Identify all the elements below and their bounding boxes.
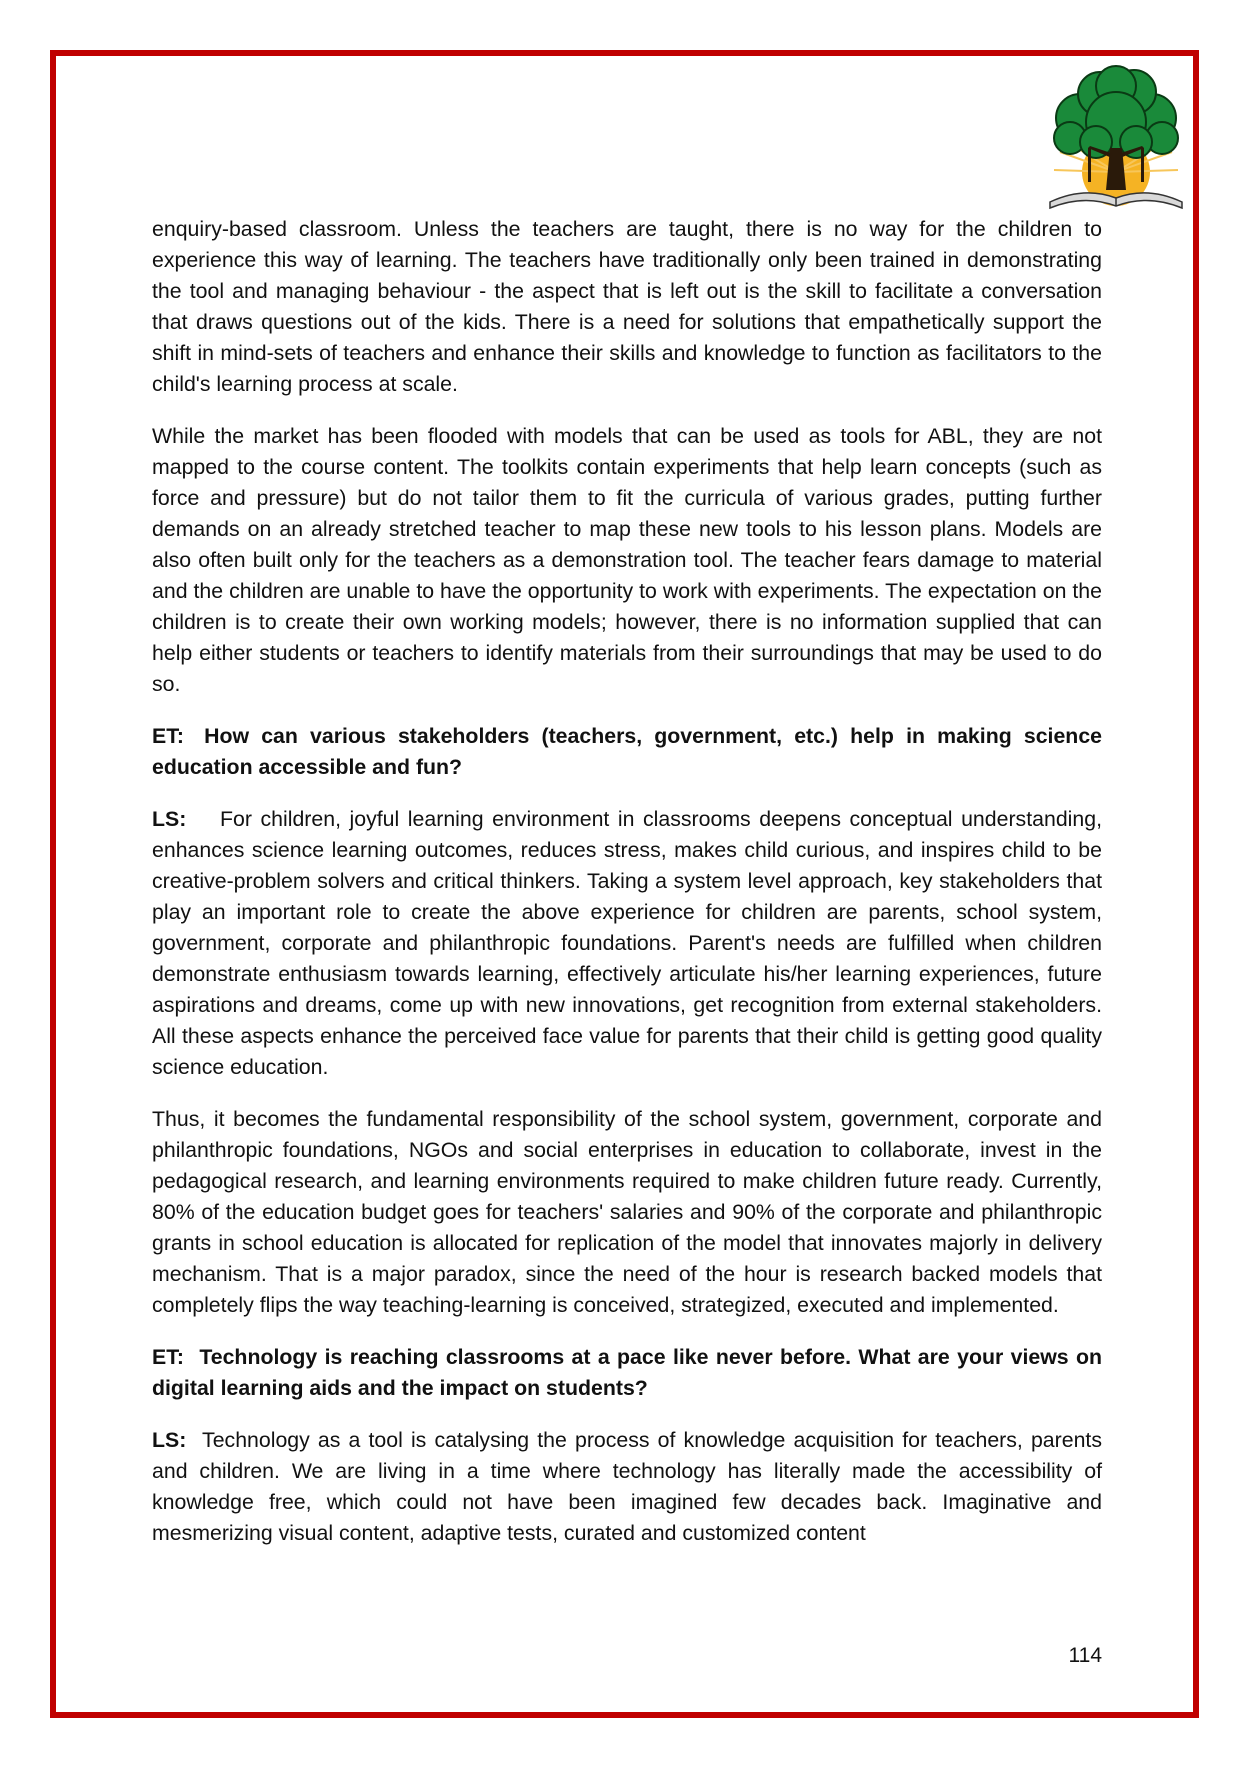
speaker-label: ET:: [152, 1345, 184, 1369]
interview-answer: [152, 1425, 1102, 1549]
page-number: 114: [1068, 1644, 1102, 1667]
paragraph: While the market has been flooded with models that can be used as tools for ABL, they are not mapped to the course content. The toolkits contain experiments that help learn concepts (such as force and pressure) but do not tailor them to fit the curricula of various grades, putting further demands on an already stretched teacher to map these new tools to his lesson plans. Models are also often built only for the teachers as a demonstration tool. The teacher fears damage to material and the children are unable to have the opportunity to work with experiments. The expectation on the children is to create their own working models; however, there is no information supplied that can help either students or teachers to identify materials from their surroundings that may be used to do so.: [152, 424, 1102, 696]
interview-question: [152, 1342, 1102, 1404]
speaker-label: LS:: [152, 807, 187, 831]
speaker-label: LS:: [152, 1428, 187, 1452]
interview-question: [152, 721, 1102, 783]
question-text: How can various stakeholders (teachers, government, etc.) help in making science education accessible and fun?: [152, 724, 1103, 779]
paragraph: Thus, it becomes the fundamental responsibility of the school system, government, corporate and philanthropic foundations, NGOs and social enterprises in education to collaborate, invest in the pedagogical research, and learning environments required to make children future ready. Currently, 80% of the education budget goes for teachers' salaries and 90% of the corporate and philanthropic grants in school education is allocated for replication of the model that innovates majorly in delivery mechanism. That is a major paradox, since the need of the hour is research backed models that completely flips the way teaching-learning is conceived, strategized, executed and implemented.: [152, 1107, 1102, 1317]
answer-text: Technology as a tool is catalysing the process of knowledge acquisition for teachers, parents and children. We are living in a time where technology has literally made the accessibility of knowledge free, which could not have been imagined few decades back. Imaginative and mesmerizing visual content, adaptive tests, curated and customized content: [152, 1428, 1102, 1545]
document-body: [152, 214, 1102, 1570]
tree-book-logo-icon: [1040, 62, 1192, 214]
interview-answer: [152, 804, 1102, 1083]
speaker-label: ET:: [152, 724, 184, 748]
question-text: Technology is reaching classrooms at a pace like never before. What are your views on digital learning aids and the impact on students?: [152, 1345, 1102, 1400]
tree-canopy: [1054, 66, 1178, 158]
answer-text: For children, joyful learning environment in classrooms deepens conceptual understanding, enhances science learning outcomes, reduces stress, makes child curious, and inspires child to be creative-problem solvers and critical thinkers. Taking a system level approach, key stakeholders that play an important role to create the above experience for children are parents, school system, government, corporate and philanthropic foundations. Parent's needs are fulfilled when children demonstrate enthusiasm towards learning, effectively articulate his/her learning experiences, future aspirations and dreams, come up with new innovations, get recognition from external stakeholders. All these aspects enhance the perceived face value for parents that their child is getting good quality science education.: [152, 807, 1102, 1079]
paragraph: enquiry-based classroom. Unless the teachers are taught, there is no way for the children to experience this way of learning. The teachers have traditionally only been trained in demonstrating the tool and managing behaviour - the aspect that is left out is the skill to facilitate a conversation that draws questions out of the kids. There is a need for solutions that empathetically support the shift in mind-sets of teachers and enhance their skills and knowledge to function as facilitators to the child's learning process at scale.: [152, 217, 1102, 396]
